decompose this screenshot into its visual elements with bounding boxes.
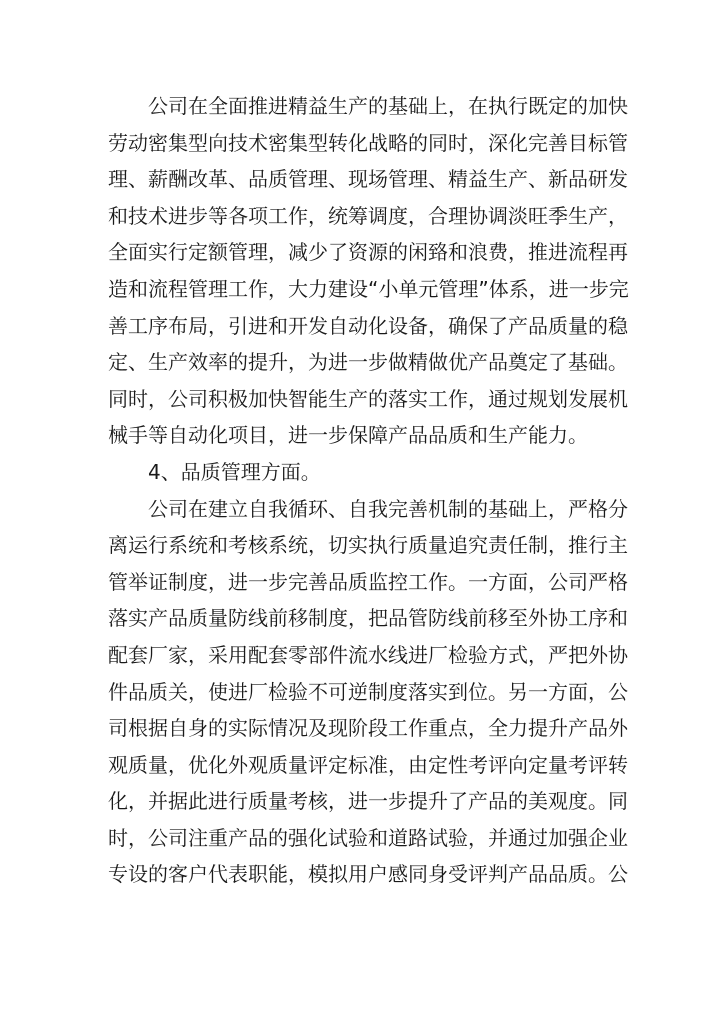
text-line: 造和流程管理工作，大力建设“小单元管理”体系，进一步完: [108, 276, 629, 301]
text-line: 善工序布局，引进和开发自动化设备，确保了产品质量的稳: [108, 313, 628, 338]
body-text: [108, 88, 629, 893]
text-line: 同时，公司积极加快智能生产的落实工作，通过规划发展机: [108, 386, 628, 411]
text-line: 定、生产效率的提升，为进一步做精做优产品奠定了基础。: [108, 350, 628, 375]
text-line: 专设的客户代表职能，模拟用户感同身受评判产品品质。公: [108, 862, 628, 887]
text-line: 配套厂家，采用配套零部件流水线进厂检验方式，严把外协: [108, 642, 628, 667]
text-line: 械手等自动化项目，进一步保障产品品质和生产能力。: [108, 423, 588, 448]
text-line: 和技术进步等各项工作，统筹调度，合理协调淡旺季生产，: [108, 203, 628, 228]
text-line: 离运行系统和考核系统，切实执行质量追究责任制，推行主: [108, 533, 628, 558]
text-line: 时，公司注重产品的强化试验和道路试验，并通过加强企业: [108, 825, 628, 850]
text-line: 全面实行定额管理，减少了资源的闲臵和浪费，推进流程再: [108, 240, 628, 265]
text-line: 司根据自身的实际情况及现阶段工作重点，全力提升产品外: [108, 716, 628, 741]
text-line: 理、薪酬改革、品质管理、现场管理、精益生产、新品研发: [108, 167, 628, 192]
text-line: 落实产品质量防线前移制度，把品管防线前移至外协工序和: [108, 606, 628, 631]
section-heading: 4、品质管理方面。: [108, 459, 321, 484]
text-line: 公司在全面推进精益生产的基础上，在执行既定的加快: [108, 94, 628, 118]
text-line: 件品质关，使进厂检验不可逆制度落实到位。另一方面，公: [108, 679, 628, 704]
text-line: 公司在建立自我循环、自我完善机制的基础上，严格分: [108, 496, 628, 521]
text-line: 化，并据此进行质量考核，进一步提升了产品的美观度。同: [108, 789, 628, 814]
text-line: 管举证制度，进一步完善品质监控工作。一方面，公司严格: [108, 569, 628, 594]
text-line: 劳动密集型向技术密集型转化战略的同时，深化完善目标管: [108, 130, 628, 155]
text-line: 观质量，优化外观质量评定标准，由定性考评向定量考评转: [108, 752, 628, 777]
